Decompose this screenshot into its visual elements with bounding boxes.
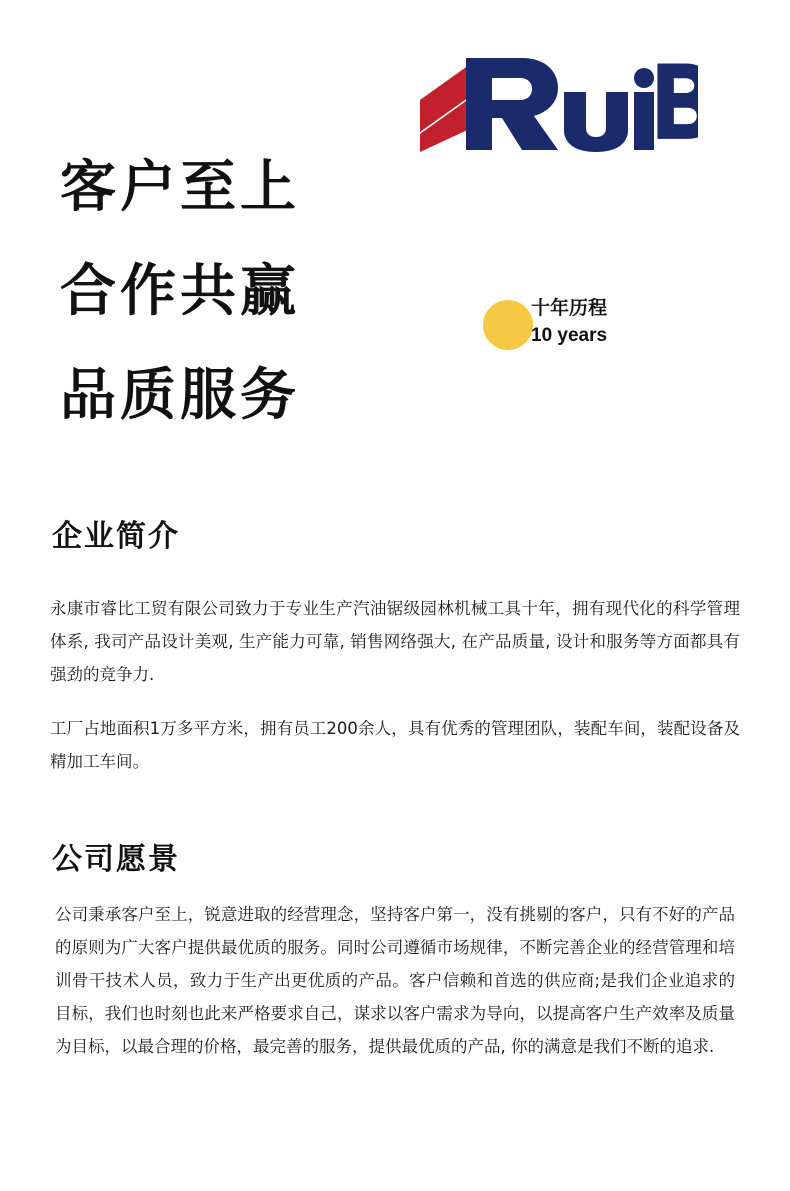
company-profile-paragraph-1: 永康市睿比工贸有限公司致力于专业生产汽油锯级园林机械工具十年，拥有现代化的科学管理体系, 我司产品设计美观, 生产能力可靠, 销售网络强大, 在产品质量, 设计和服务等方面都具有强劲的竞争力. — [50, 599, 740, 684]
logo-letter-b — [657, 63, 698, 138]
section-title-company-vision: 公司愿景 — [52, 842, 180, 877]
logo-letter-u — [564, 92, 628, 152]
slogan-line-1: 客户至上 — [60, 155, 300, 220]
logo-letter-r — [466, 58, 558, 150]
section-title-company-profile: 企业简介 — [52, 519, 180, 554]
years-badge — [483, 294, 683, 356]
years-badge-text — [531, 294, 607, 350]
logo-letter-i-dot — [634, 68, 654, 88]
years-badge-en: 10 years — [531, 325, 608, 346]
logo-letter-i — [634, 92, 654, 150]
slogan-line-3: 品质服务 — [60, 363, 300, 428]
years-badge-dot — [483, 300, 533, 350]
slogan-line-2: 合作共赢 — [60, 259, 300, 324]
years-badge-cn: 十年历程 — [531, 297, 608, 319]
slogan-block — [60, 136, 400, 448]
company-vision-paragraph-1: 公司秉承客户至上，锐意进取的经营理念，坚持客户第一，没有挑剔的客户，只有不好的产品的原则为广大客户提供最优质的服务。同时公司遵循市场规律，不断完善企业的经营管理和培训骨干技术人员，致力于生产出更优质的产品。客户信赖和首选的供应商;是我们企业追求的目标，我们也时刻也此来严格要求自己，谋求以客户需求为导向，以提高客户生产效率及质量为目标，以最合理的价格，最完善的服务，提供最优质的产品, 你的满意是我们不断的追求. — [55, 905, 735, 1056]
company-profile-paragraph-2: 工厂占地面积1万多平方米，拥有员工200余人，具有优秀的管理团队，装配车间，装配设备及精加工车间。 — [50, 719, 740, 771]
company-logo — [418, 52, 698, 157]
